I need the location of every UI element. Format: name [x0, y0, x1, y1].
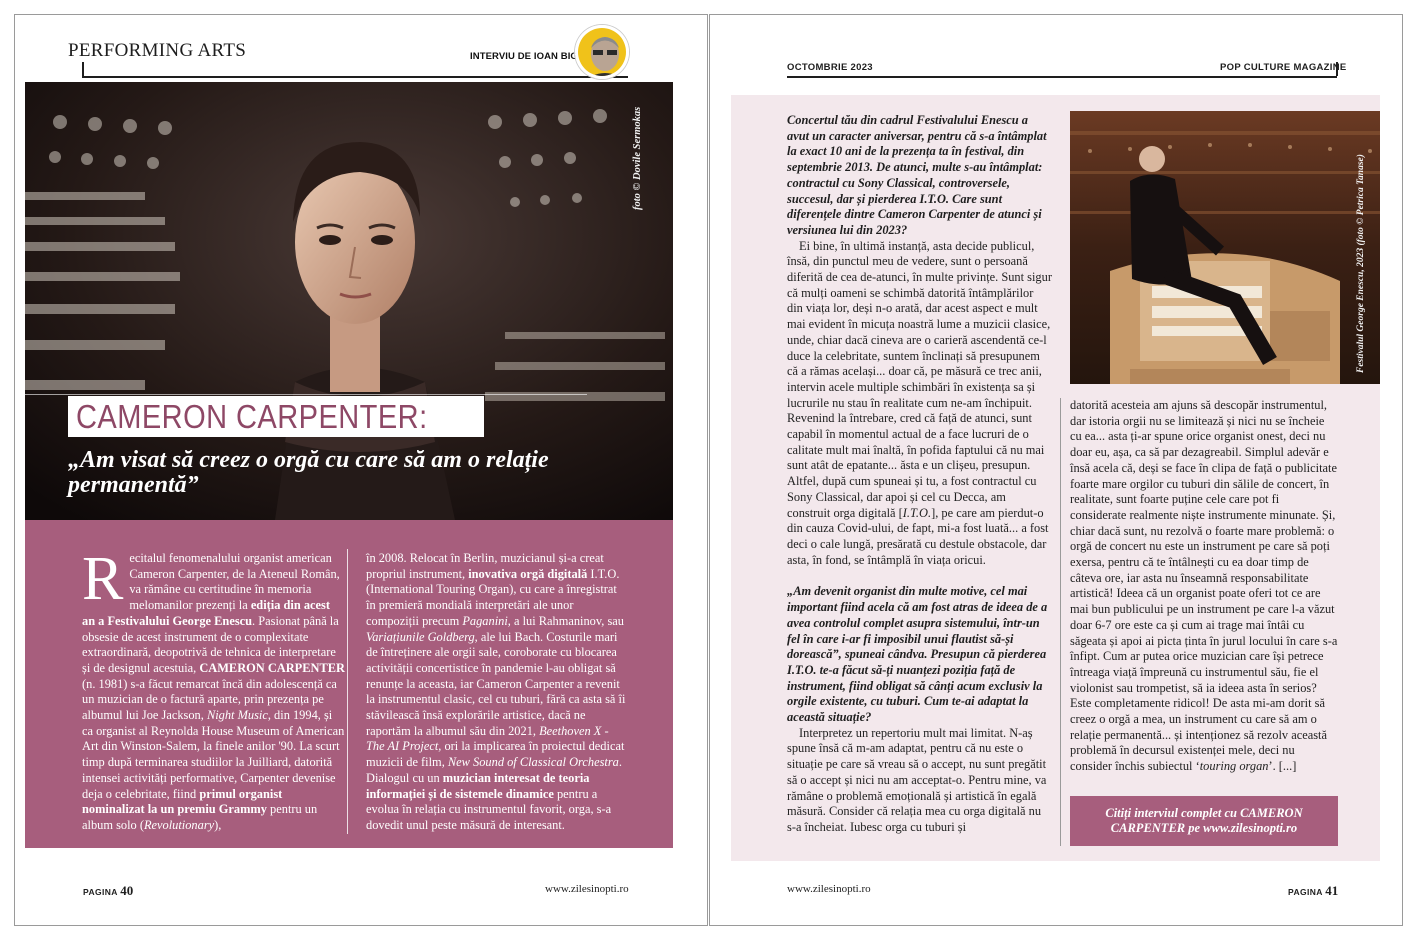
header-rule	[787, 76, 1337, 78]
text-run: New Sound of Classical Orchestra	[447, 755, 619, 770]
answer-1: Ei bine, în ultimă instanță, asta decide publicul, însă, din punctul meu de vedere, sunt o persoană diferită de cea de-atunci, în multe privințe. Sunt sigur că mulți oameni se schimbă datorită întâmplărilor din viața lor, deși n-o arată, dar acest aspect e mult mai evident în micuța noastră lume a muzicii clasice, unde, chiar dacă cineva are o carieră ascendentă ce-l duce la celebritate, suntem înclinați să presupunem că a rămas același... doar că, pe măsură ce trec anii, intervin acele multiple schimbări în existența sa și lucrurile nu stau în realitate cum ne-am închipuit. Revenind la întrebare, cred că față de atunci, sunt capabil în momentul actual de a face lucruri de o calitate mult mai înaltă, în pofida faptului că nu mai sunt atât de epatante... ăsta e un clișeu, presupun. Altfel, după cum spuneai și tu, a fost contractul cu Sony Classical, dar apoi și cel cu Decca, am construit orga digitală [I.T.O.], pe care am pierdut-o din cauza Covid-ului, de fapt, mi-a fost luată... a fost deci o cale lungă, presărată cu destule obstacole, dar asta, în fond, se întâmplă în viața oricui.	[787, 238, 1052, 567]
page-number-left	[83, 883, 133, 899]
text-run: , ori la implicarea în proiectul dedicat muzicii de film,	[366, 739, 625, 770]
text-run: , din 1994, și ca organist al Reynolda House Museum of American Art din Winston-Salem, la finele anilor '90. La scurt timp după terminarea studiilor la Juilliard, datorită intensei activități performative, Carpenter devenise deja o celebritate, fiind	[82, 708, 345, 801]
text-run: , ale lui Bach. Costurile mari de întreținere ale orgii sale, coroborate cu blocarea activității concertistice în pandemie l-au obligat să renunțe la aceasta, iar Cameron Carpenter a revenit la instrumentul clasic, cel cu tuburi, fără ca asta să îi stăvilească însă explorările artistice, dacă ne raportăm la albumul său din 2021,	[366, 629, 626, 738]
text-run: , a lui Rahmaninov, sau	[507, 613, 624, 628]
text-run: . Dialogul cu un	[366, 755, 622, 785]
page-num: 40	[120, 883, 134, 898]
column-divider	[347, 549, 348, 834]
footer-website-link[interactable]: www.zilesinopti.ro	[545, 883, 629, 895]
header-rule-tick	[82, 62, 84, 76]
issue-date: OCTOMBRIE 2023	[787, 62, 873, 73]
text-run: Paganini	[462, 613, 508, 628]
text-run: Night Music	[206, 708, 268, 723]
headline-box	[68, 396, 484, 437]
answer-2-continued: datorită acesteia am ajuns să descopăr instrumentul, dar istoria orgii nu se limitează și nici nu se încheie cu ea... asta ți-ar spune orice organist onest, deci nu doar eu, așa, ca să par dezagreabil. Simplul adevăr e însă acela că, deși se face în clipa de față o publicitate foarte mare orgilor cu tuburi din sălile de concert, în realitate, sunt foarte puține cele care pot fi considerate realmente niște instrumente minunate. Și, chiar dacă sunt, nu rezolvă o foarte mare problemă: o orgă de concert nu este un instrument pe care să poți exersa, pentru că te întâlnești cu ea doar timp de câteva ore, iar asta nu înseamnă responsabilitate artistică! Ideea că un organist poate oferi tot ce are mai bun publicului pe un instrument pe care l-a văzut doar 6-7 ore este ca și cum ai trage mai întâi cu săgeata și apoi ai picta ținta în jurul locului în care s-a înfipt. Cum ar putea orice muzician care își petrece întreaga viață împreună cu instrumentul său, fie el violonist sau trompetist, să ia ideea asta în serios? Este completamente ridicol! De asta mi-am dorit să creez o orgă a mea, un instrument cu care să am o relație permanentă... și intenționez să rezolv această problemă în decursul existenței mele, deci nu consider închis subiectul ‘touring organ’. [...]	[1070, 398, 1338, 774]
text-run: inovativa orgă digitală	[468, 566, 588, 581]
text-run: ecitalul fenomenalului organist american Cameron Carpenter, de la Ateneul Român, va rămâne cu certitudine în memoria melomanilor prezenți la	[129, 551, 340, 613]
text-run: . Pasionat până la obsesie de acest instrument de o complexitate extraordinară, deopotrivă de tehnica de interpretare și de designul acestuia,	[82, 613, 339, 675]
answer-2: Interpretez un repertoriu mult mai limitat. N-aș spune însă că m-am adaptat, pentru că nu este o situație pe care să vreau să o accept, nu sunt pregătit să o accept și nici nu am acceptat-o. Pentru mine, va rămâne o problemă emoțională și artistică în egală măsură. Consider că relația mea cu orga digitală nu s-a încheiat. Iubesc orga cu tuburi și	[787, 725, 1047, 834]
section-title: PERFORMING ARTS	[68, 40, 247, 61]
interview-column-1	[787, 113, 1052, 836]
question-1: Concertul tău din cadrul Festivalului Enescu a avut un caracter aniversar, pentru că s-a întâmplat la exact 10 ani de la prezența ta în festival, din septembrie 2013. De atunci, multe s-au întâmplat: contractul cu Sony Classical, controversele, succesul, dar și pierderea I.T.O. Care sunt diferențele dintre Cameron Carpenter de atunci și versiunea lui din 2023?	[787, 113, 1047, 237]
header-rule	[82, 76, 628, 78]
page-number-right	[1288, 883, 1338, 899]
intro-text-2	[366, 551, 625, 832]
text-run: în 2008. Relocat în Berlin, muzicianul și-a creat propriul instrument,	[366, 551, 604, 581]
footer-website-link[interactable]: www.zilesinopti.ro	[787, 883, 871, 895]
text-run: primul organist nominalizat la un premiu Grammy	[82, 786, 283, 817]
text-run: Variațiunile Goldberg	[366, 629, 475, 644]
magazine-name: POP CULTURE MAGAZINE	[1220, 62, 1347, 73]
text-run: ediția din acest an a Festivalului George Enescu	[82, 598, 330, 628]
text-run: pentru un album solo (	[82, 802, 318, 832]
text-run: (n. 1981) s-a făcut remarcat încă din adolescență ca un muzician de o factură aparte, prin prezența pe albumul lui Joe Jackson,	[82, 676, 337, 723]
author-avatar	[575, 25, 629, 79]
photo-credit: Festivalul George Enescu, 2023 (foto © Petrica Tanase)	[1356, 154, 1366, 373]
headline: CAMERON CARPENTER:	[76, 398, 428, 435]
text-run: ),	[214, 817, 222, 832]
text-run: CAMERON CARPENTER	[199, 660, 345, 675]
page-label: PAGINA	[83, 887, 118, 897]
text-run: Revolutionary	[143, 817, 215, 832]
text-run: muzician interesat de teoria informației și de sistemele dinamice	[366, 770, 590, 801]
intro-column-2	[366, 551, 628, 834]
intro-column-1	[82, 545, 346, 834]
text-run: pentru a evolua în relația cu instrumentul favorit, orga, s-a dovedit unul peste măsură de interesant.	[366, 786, 612, 832]
text-run: Beethoven X - The AI Project	[366, 723, 609, 754]
read-more-box[interactable]: Citiți interviul complet cu CAMERON CARPENTER pe www.zilesinopti.ro	[1070, 796, 1338, 846]
byline: INTERVIU DE IOAN BIG	[470, 51, 578, 62]
column-divider	[1060, 398, 1061, 846]
dropcap: R	[82, 545, 124, 613]
photo-credit: foto © Dovile Sermokas	[632, 106, 643, 210]
text-run: I.T.O. (International Touring Organ), cu care a înregistrat în premieră mondială interpretări ale unor compoziții precum	[366, 566, 620, 628]
page-num: 41	[1325, 883, 1339, 898]
question-2: „Am devenit organist din multe motive, cel mai important fiind acela că am fost atras de ideea de a avea controlul complet asupra sistemului, într-un fel în care i-ar fi imposibil unui flautist să-și dorească”, spuneai cândva. Presupun că pierderea I.T.O. te-a făcut să-ți nuanțezi poziția față de instrument, fiind obligat să cânți acum exclusiv la orgile existente, cu tuburi. Cum te-ai adaptat la această situație?	[787, 584, 1048, 725]
subhead: „Am visat să creez o orgă cu care să am o relație permanentă”	[68, 447, 549, 498]
concert-photo	[1070, 111, 1380, 384]
page-label: PAGINA	[1288, 887, 1323, 897]
interview-column-2	[1070, 398, 1338, 775]
